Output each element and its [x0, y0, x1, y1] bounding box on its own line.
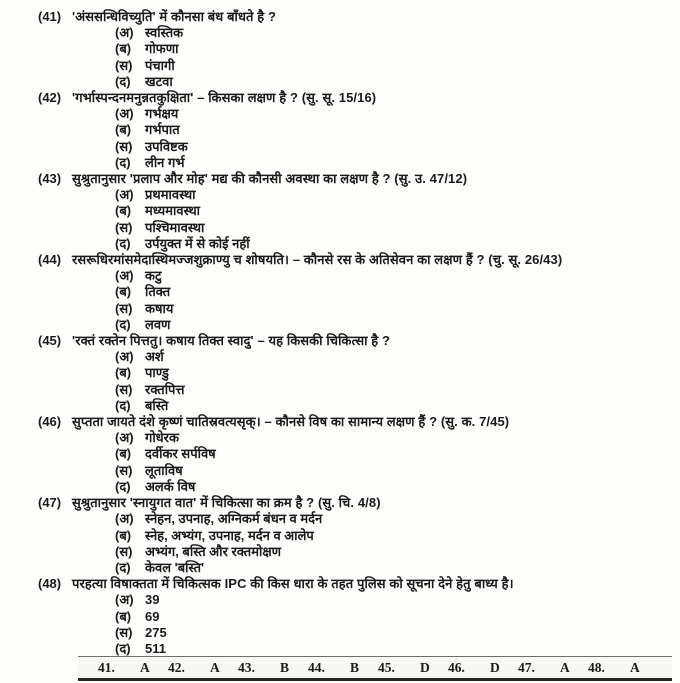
- option-a: [115, 25, 670, 41]
- answer-key-cell-46: [448, 660, 518, 676]
- question-text: सुश्रुतानुसार 'प्रलाप और मोह' मद्य की कौनसी अवस्था का लक्षण है ? (सु. उ. 47/12): [72, 171, 468, 187]
- option-marker: (ब): [115, 41, 132, 57]
- option-text: खटवा: [145, 73, 173, 89]
- option-a: [115, 592, 670, 608]
- option-text: स्नेह, अभ्यंग, उपनाह, मर्दन व आलेप: [145, 527, 314, 543]
- option-a: [115, 187, 670, 203]
- option-a: [115, 430, 670, 446]
- option-marker: (अ): [115, 187, 134, 203]
- option-text: पंचागी: [145, 57, 175, 73]
- answer-key-number: 46.: [448, 659, 465, 675]
- answer-key-letter: B: [350, 659, 360, 675]
- answer-key-number: 45.: [378, 659, 395, 675]
- question-47: [38, 495, 670, 576]
- question-header: [38, 414, 670, 430]
- option-text: अलर्क विष: [145, 478, 196, 494]
- option-text: लवण: [145, 316, 171, 332]
- option-marker: (अ): [115, 430, 134, 446]
- option-a: [115, 268, 670, 284]
- option-d: [115, 560, 670, 576]
- option-b: [115, 41, 670, 57]
- answer-key-number: 48.: [588, 659, 605, 675]
- option-d: [115, 236, 670, 252]
- option-c: [115, 625, 670, 641]
- option-marker: (अ): [115, 268, 134, 284]
- option-d: [115, 479, 670, 495]
- question-number: (45): [38, 333, 62, 349]
- question-number: (48): [38, 576, 62, 592]
- option-marker: (स): [115, 624, 133, 640]
- question-text: 'गर्भास्पन्दनमनुन्नतकुक्षिता' – किसका लक्षण है ? (सु. सू. 15/16): [72, 90, 377, 106]
- option-c: [115, 220, 670, 236]
- option-b: [115, 203, 670, 219]
- option-text: लूताविष: [145, 462, 183, 478]
- answer-key-number: 43.: [238, 659, 255, 675]
- option-b: [115, 284, 670, 300]
- option-text: प्रथमावस्था: [145, 187, 196, 203]
- answer-key-letter: D: [490, 659, 500, 675]
- option-marker: (द): [115, 559, 131, 575]
- option-c: [115, 382, 670, 398]
- option-marker: (अ): [115, 349, 134, 365]
- option-marker: (स): [115, 219, 133, 235]
- question-number: (41): [38, 9, 62, 24]
- answer-key-letter: B: [280, 659, 290, 675]
- question-number: (44): [38, 252, 62, 268]
- option-marker: (द): [115, 235, 131, 251]
- option-a: [115, 511, 670, 527]
- option-text: तिक्त: [145, 284, 171, 300]
- option-text: लीन गर्भ: [145, 154, 185, 170]
- option-b: [115, 122, 670, 138]
- option-marker: (ब): [115, 284, 132, 300]
- option-text: कटु: [145, 268, 162, 284]
- question-45: [38, 333, 670, 414]
- option-text: गोधेरक: [145, 430, 179, 446]
- question-41: [38, 9, 670, 90]
- option-text: उपविष्टक: [145, 138, 188, 154]
- option-d: [115, 641, 670, 657]
- option-marker: (ब): [115, 203, 132, 219]
- option-d: [115, 74, 670, 90]
- answer-key-cell-43: [238, 660, 308, 676]
- option-marker: (स): [115, 543, 133, 559]
- option-c: [115, 58, 670, 74]
- option-text: पश्चिमावस्था: [145, 219, 205, 235]
- question-44: [38, 252, 670, 333]
- option-b: [115, 528, 670, 544]
- option-b: [115, 446, 670, 462]
- question-header: [38, 495, 670, 511]
- answer-key-cell-44: [308, 660, 378, 676]
- option-text: स्वस्तिक: [145, 25, 184, 41]
- question-42: [38, 90, 670, 171]
- option-a: [115, 349, 670, 365]
- option-a: [115, 106, 670, 122]
- question-text: 'अंससन्धिविच्युति' में कौनसा बंध बाँधते है ?: [72, 9, 277, 24]
- answer-key-number: 41.: [98, 659, 115, 675]
- option-text: पाण्डु: [145, 365, 169, 381]
- option-c: [115, 544, 670, 560]
- option-text: 69: [145, 608, 160, 624]
- option-text: रक्तपित्त: [145, 381, 185, 397]
- answer-key-number: 47.: [518, 659, 535, 675]
- question-number: (46): [38, 414, 62, 430]
- question-text: 'रक्तं रक्तेन पित्ततु। कषाय तिक्त स्वादु' – यह किसकी चिकित्सा है ?: [72, 333, 391, 349]
- option-text: गर्भक्षय: [145, 106, 179, 122]
- option-text: अर्श: [145, 349, 164, 365]
- option-text: गोफणा: [145, 41, 179, 57]
- option-d: [115, 398, 670, 414]
- option-marker: (ब): [115, 527, 132, 543]
- option-text: अभ्यंग, बस्ति और रक्तमोक्षण: [145, 543, 282, 559]
- option-marker: (स): [115, 57, 133, 73]
- question-header: [38, 9, 670, 25]
- option-marker: (स): [115, 138, 133, 154]
- answer-key-letter: A: [210, 659, 220, 675]
- option-b: [115, 365, 670, 381]
- answer-key-letter: D: [420, 659, 430, 675]
- answer-key-cell-45: [378, 660, 448, 676]
- answer-key-letter: A: [140, 659, 150, 675]
- answer-key-letter: A: [630, 659, 640, 675]
- question-text: परहत्या विषाक्तता में चिकित्सक IPC की किस धारा के तहत पुलिस को सूचना देने हेतु बाध्य है।: [72, 576, 514, 592]
- option-marker: (ब): [115, 446, 132, 462]
- option-text: 39: [145, 592, 160, 608]
- option-marker: (द): [115, 73, 131, 89]
- question-text: सुप्तता जायते दंशे कृष्णं चातिस्रवत्यसृक्। – कौनसे विष का सामान्य लक्षण हैं ? (सु. क. 7/45): [72, 414, 510, 430]
- option-text: उर्पयुक्त में से कोई नहीं: [145, 235, 250, 251]
- option-marker: (द): [115, 397, 131, 413]
- option-text: बस्ति: [145, 397, 169, 413]
- option-marker: (अ): [115, 25, 134, 41]
- option-text: स्नेहन, उपनाह, अग्निकर्म बंधन व मर्दन: [145, 511, 323, 527]
- option-marker: (द): [115, 640, 131, 656]
- answer-key-cell-47: [518, 660, 588, 676]
- answer-key-strip: [78, 656, 672, 681]
- question-43: [38, 171, 670, 252]
- option-marker: (द): [115, 316, 131, 332]
- option-marker: (अ): [115, 592, 134, 608]
- answer-key-cell-41: [98, 660, 168, 676]
- question-number: (43): [38, 171, 62, 187]
- option-text: 275: [145, 624, 167, 640]
- question-header: [38, 252, 670, 268]
- option-marker: (स): [115, 462, 133, 478]
- option-c: [115, 301, 670, 317]
- question-number: (47): [38, 495, 62, 511]
- option-marker: (स): [115, 381, 133, 397]
- option-marker: (स): [115, 300, 133, 316]
- question-header: [38, 333, 670, 349]
- option-marker: (द): [115, 154, 131, 170]
- answer-key-number: 44.: [308, 659, 325, 675]
- option-c: [115, 463, 670, 479]
- answer-key-cell-48: [588, 660, 658, 676]
- option-text: केवल 'बस्ति': [145, 559, 205, 575]
- answer-key-number: 42.: [168, 659, 185, 675]
- question-46: [38, 414, 670, 495]
- option-marker: (अ): [115, 106, 134, 122]
- answer-key-letter: A: [560, 659, 570, 675]
- question-header: [38, 171, 670, 187]
- option-text: मध्यमावस्था: [145, 203, 201, 219]
- option-marker: (ब): [115, 365, 132, 381]
- question-header: [38, 576, 670, 592]
- question-number: (42): [38, 90, 62, 106]
- option-marker: (ब): [115, 608, 132, 624]
- question-text: रसरूधिरमांसमेदास्थिमज्जशुक्राण्यु च शोषयति। – कौनसे रस के अतिसेवन का लक्षण हैं ? (चु. सू. 26/43): [72, 252, 563, 268]
- answer-key-cell-42: [168, 660, 238, 676]
- question-48: [38, 576, 670, 657]
- question-header: [38, 90, 670, 106]
- option-text: कषाय: [145, 300, 174, 316]
- option-text: गर्भपात: [145, 122, 180, 138]
- option-text: 511: [145, 640, 166, 656]
- option-marker: (अ): [115, 511, 134, 527]
- option-c: [115, 139, 670, 155]
- option-d: [115, 317, 670, 333]
- question-text: सुश्रुतानुसार 'स्नायुगत वात' में चिकित्सा का क्रम है ? (सु. चि. 4/8): [72, 495, 381, 511]
- option-marker: (ब): [115, 122, 132, 138]
- option-d: [115, 155, 670, 171]
- option-b: [115, 609, 670, 625]
- option-marker: (द): [115, 478, 131, 494]
- option-text: दर्वीकर सर्पविष: [145, 446, 216, 462]
